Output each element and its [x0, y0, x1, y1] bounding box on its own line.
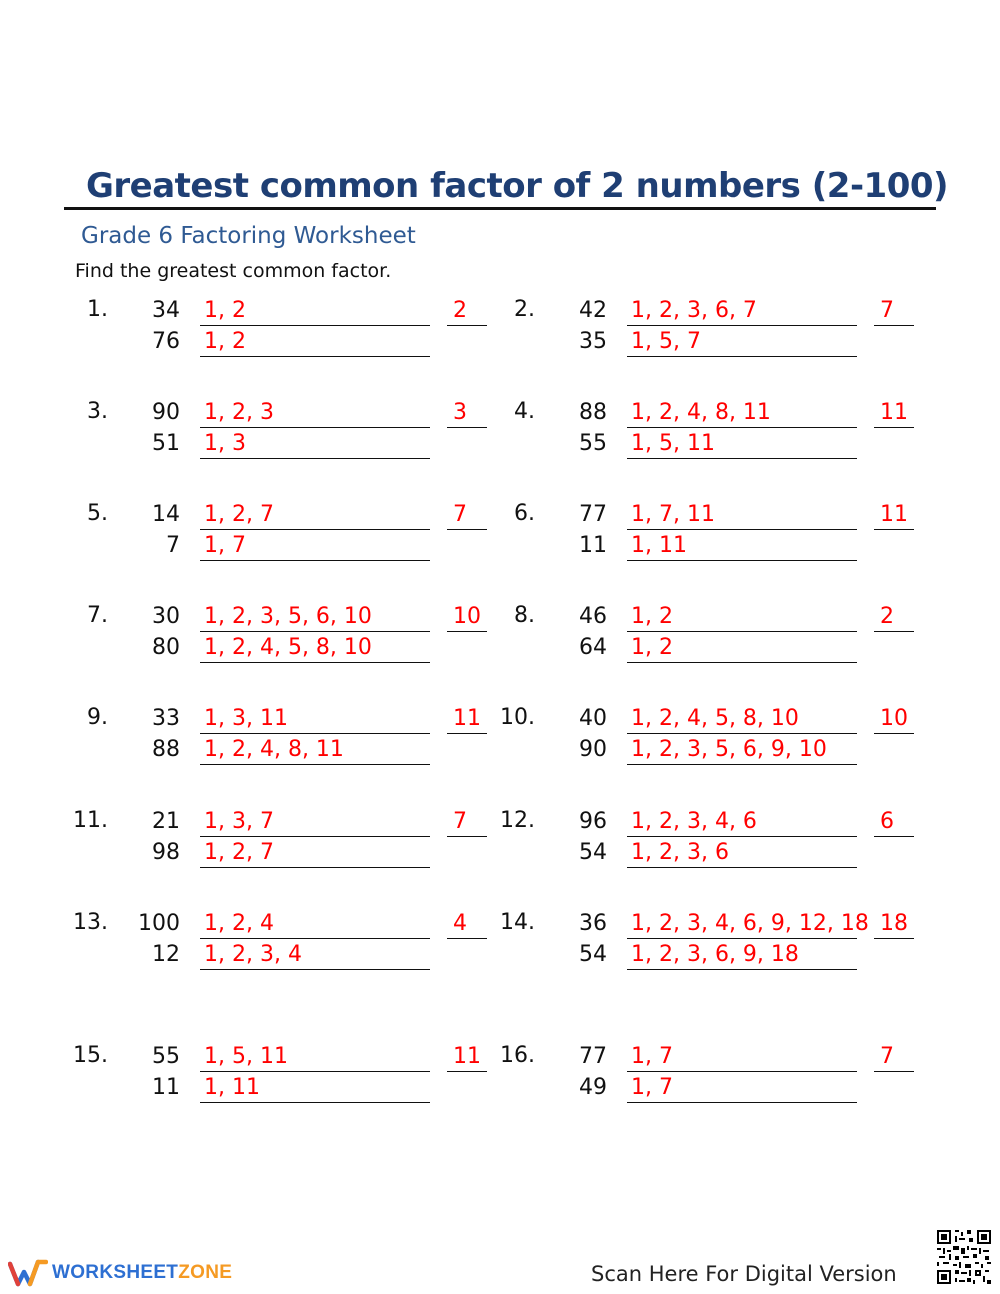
problem-item — [427, 909, 908, 1039]
gcf-answer[interactable]: 7 — [447, 808, 487, 837]
first-number: 88 — [579, 400, 607, 425]
problem-item — [0, 1042, 481, 1172]
gcf-answer[interactable]: 11 — [874, 399, 914, 428]
problem-number: 12. — [500, 808, 535, 833]
first-number: 77 — [579, 1044, 607, 1069]
gcf-answer[interactable]: 10 — [447, 603, 487, 632]
second-number-factors[interactable]: 1, 2 — [627, 634, 857, 663]
problem-number: 14. — [500, 910, 535, 935]
problem-number: 10. — [500, 705, 535, 730]
second-number: 90 — [579, 737, 607, 762]
second-number-factors[interactable]: 1, 2, 4, 5, 8, 10 — [200, 634, 430, 663]
first-number-factors[interactable]: 1, 2, 4, 5, 8, 10 — [627, 705, 857, 734]
first-number: 55 — [152, 1044, 180, 1069]
first-number: 90 — [152, 400, 180, 425]
second-number: 51 — [152, 431, 180, 456]
problem-number: 8. — [514, 603, 535, 628]
second-number: 64 — [579, 635, 607, 660]
title-rule — [64, 207, 936, 210]
second-number: 11 — [152, 1075, 180, 1100]
second-number-factors[interactable]: 1, 2, 7 — [200, 839, 430, 868]
second-number-factors[interactable]: 1, 2, 3, 4 — [200, 941, 430, 970]
gcf-answer[interactable]: 18 — [874, 910, 914, 939]
instructions: Find the greatest common factor. — [75, 260, 392, 282]
second-number: 54 — [579, 840, 607, 865]
second-number-factors[interactable]: 1, 5, 7 — [627, 328, 857, 357]
second-number-factors[interactable]: 1, 7 — [200, 532, 430, 561]
gcf-answer[interactable]: 6 — [874, 808, 914, 837]
first-number-factors[interactable]: 1, 2 — [627, 603, 857, 632]
brand-secondary: ZONE — [178, 1262, 233, 1283]
second-number: 80 — [152, 635, 180, 660]
second-number: 49 — [579, 1075, 607, 1100]
problem-item — [427, 1042, 894, 1172]
first-number-factors[interactable]: 1, 2 — [200, 297, 430, 326]
second-number-factors[interactable]: 1, 7 — [627, 1074, 857, 1103]
first-number: 33 — [152, 706, 180, 731]
first-number-factors[interactable]: 1, 2, 4, 8, 11 — [627, 399, 857, 428]
first-number: 36 — [579, 911, 607, 936]
gcf-answer[interactable]: 3 — [447, 399, 487, 428]
problem-number: 13. — [73, 910, 108, 935]
scan-caption: Scan Here For Digital Version — [591, 1262, 897, 1286]
first-number-factors[interactable]: 1, 2, 3, 4, 6 — [627, 808, 857, 837]
gcf-answer[interactable]: 2 — [447, 297, 487, 326]
second-number-factors[interactable]: 1, 11 — [627, 532, 857, 561]
first-number-factors[interactable]: 1, 3, 11 — [200, 705, 430, 734]
first-number-factors[interactable]: 1, 2, 3 — [200, 399, 430, 428]
problem-number: 16. — [500, 1043, 535, 1068]
first-number-factors[interactable]: 1, 3, 7 — [200, 808, 430, 837]
problem-number: 7. — [87, 603, 108, 628]
qr-code-icon[interactable] — [935, 1228, 993, 1286]
first-number-factors[interactable]: 1, 2, 3, 4, 6, 9, 12, 18 — [627, 910, 857, 939]
problem-number: 9. — [87, 705, 108, 730]
second-number-factors[interactable]: 1, 2, 4, 8, 11 — [200, 736, 430, 765]
worksheet-subtitle: Grade 6 Factoring Worksheet — [81, 223, 416, 249]
problem-number: 2. — [514, 297, 535, 322]
second-number-factors[interactable]: 1, 5, 11 — [627, 430, 857, 459]
second-number: 12 — [152, 942, 180, 967]
problem-item — [0, 909, 467, 1039]
second-number: 55 — [579, 431, 607, 456]
second-number: 35 — [579, 329, 607, 354]
second-number: 11 — [579, 533, 607, 558]
first-number: 96 — [579, 809, 607, 834]
gcf-answer[interactable]: 7 — [874, 1043, 914, 1072]
first-number-factors[interactable]: 1, 2, 3, 6, 7 — [627, 297, 857, 326]
second-number-factors[interactable]: 1, 2, 3, 6 — [627, 839, 857, 868]
first-number-factors[interactable]: 1, 7, 11 — [627, 501, 857, 530]
first-number: 21 — [152, 809, 180, 834]
problem-number: 11. — [73, 808, 108, 833]
first-number: 77 — [579, 502, 607, 527]
second-number-factors[interactable]: 1, 2, 3, 6, 9, 18 — [627, 941, 857, 970]
gcf-answer[interactable]: 4 — [447, 910, 487, 939]
first-number: 100 — [138, 911, 180, 936]
first-number-factors[interactable]: 1, 2, 4 — [200, 910, 430, 939]
first-number-factors[interactable]: 1, 5, 11 — [200, 1043, 430, 1072]
second-number: 88 — [152, 737, 180, 762]
gcf-answer[interactable]: 7 — [874, 297, 914, 326]
gcf-answer[interactable]: 11 — [447, 1043, 487, 1072]
first-number-factors[interactable]: 1, 2, 3, 5, 6, 10 — [200, 603, 430, 632]
second-number-factors[interactable]: 1, 2 — [200, 328, 430, 357]
gcf-answer[interactable]: 10 — [874, 705, 914, 734]
brand-logo — [8, 1258, 232, 1288]
first-number: 46 — [579, 604, 607, 629]
second-number: 76 — [152, 329, 180, 354]
second-number: 98 — [152, 840, 180, 865]
first-number-factors[interactable]: 1, 2, 7 — [200, 501, 430, 530]
gcf-answer[interactable]: 11 — [874, 501, 914, 530]
brand-name — [52, 1262, 232, 1284]
problem-number: 1. — [87, 297, 108, 322]
first-number: 40 — [579, 706, 607, 731]
second-number: 7 — [166, 533, 180, 558]
problem-number: 6. — [514, 501, 535, 526]
gcf-answer[interactable]: 7 — [447, 501, 487, 530]
worksheetzone-logo-icon — [8, 1258, 48, 1288]
gcf-answer[interactable]: 11 — [447, 705, 487, 734]
first-number: 30 — [152, 604, 180, 629]
problem-number: 15. — [73, 1043, 108, 1068]
gcf-answer[interactable]: 2 — [874, 603, 914, 632]
second-number-factors[interactable]: 1, 11 — [200, 1074, 430, 1103]
first-number-factors[interactable]: 1, 7 — [627, 1043, 857, 1072]
problem-number: 5. — [87, 501, 108, 526]
second-number-factors[interactable]: 1, 3 — [200, 430, 430, 459]
brand-primary: WORKSHEET — [52, 1262, 179, 1283]
first-number: 14 — [152, 502, 180, 527]
problem-number: 3. — [87, 399, 108, 424]
worksheet-title: Greatest common factor of 2 numbers (2-100) — [86, 166, 949, 206]
first-number: 34 — [152, 298, 180, 323]
second-number: 54 — [579, 942, 607, 967]
first-number: 42 — [579, 298, 607, 323]
problem-number: 4. — [514, 399, 535, 424]
second-number-factors[interactable]: 1, 2, 3, 5, 6, 9, 10 — [627, 736, 857, 765]
